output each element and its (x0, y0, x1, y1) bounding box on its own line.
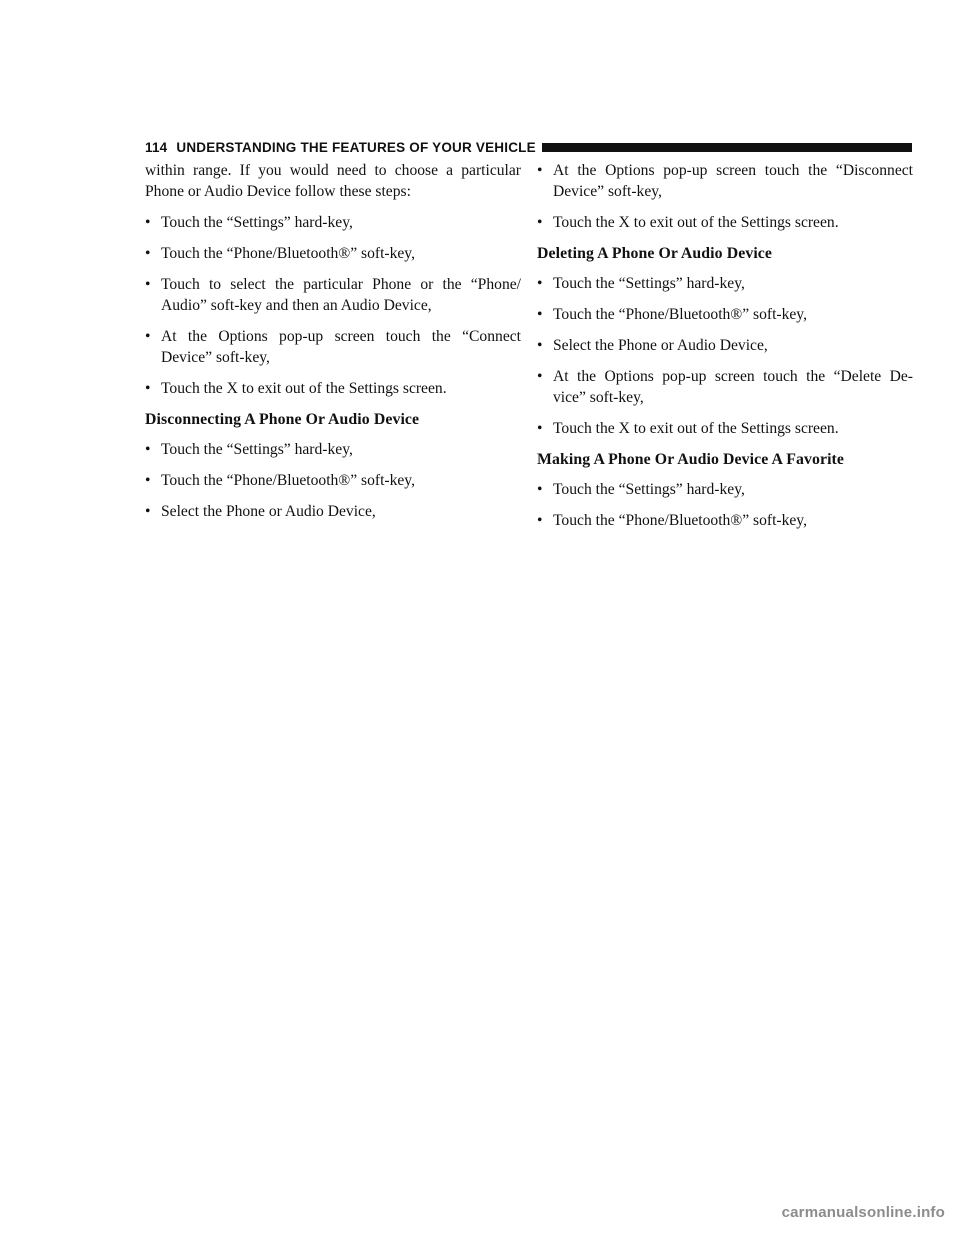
bullet-icon: • (537, 337, 543, 354)
step-text: Touch the “Phone/Bluetooth®” soft-key, (161, 472, 415, 489)
step-text: Touch the X to exit out of the Settings screen. (553, 214, 839, 231)
step-text: Select the Phone or Audio Device, (553, 337, 768, 354)
list-item (145, 470, 521, 491)
step-text: Touch the “Settings” hard-key, (553, 481, 745, 498)
bullet-icon: • (537, 420, 543, 437)
list-item (145, 378, 521, 399)
disconnect-steps (145, 439, 521, 522)
step-text: At the Options pop-up screen touch the “Disconnect Device” soft-key, (553, 162, 913, 200)
section-title: UNDERSTANDING THE FEATURES OF YOUR VEHICLE (176, 139, 536, 155)
step-text: Touch the X to exit out of the Settings screen. (161, 380, 447, 397)
delete-steps (537, 273, 913, 439)
list-item (537, 366, 913, 408)
step-text: Touch the “Settings” hard-key, (161, 441, 353, 458)
bullet-icon: • (537, 214, 543, 231)
list-item (537, 479, 913, 500)
bullet-icon: • (145, 328, 151, 345)
bullet-icon: • (537, 306, 543, 323)
bullet-icon: • (537, 162, 543, 179)
favorite-steps (537, 479, 913, 531)
list-item (145, 243, 521, 264)
step-text: Touch the “Phone/Bluetooth®” soft-key, (553, 512, 807, 529)
page-number: 114 (145, 139, 168, 155)
list-item (145, 501, 521, 522)
step-text: Touch the “Settings” hard-key, (553, 275, 745, 292)
step-text: At the Options pop-up screen touch the “Connect Device” soft-key, (161, 328, 521, 366)
heading-favorite: Making A Phone Or Audio Device A Favorite (537, 451, 845, 468)
bullet-icon: • (145, 503, 151, 520)
step-text: Touch the “Phone/Bluetooth®” soft-key, (161, 245, 415, 262)
right-column (537, 160, 913, 541)
list-item (537, 335, 913, 356)
bullet-icon: • (537, 512, 543, 529)
bullet-icon: • (537, 275, 543, 292)
list-item (537, 304, 913, 325)
page-header (145, 136, 912, 158)
list-item (537, 418, 913, 439)
bullet-icon: • (145, 214, 151, 231)
bullet-icon: • (145, 276, 151, 293)
bullet-icon: • (537, 368, 543, 385)
heading-disconnect: Disconnecting A Phone Or Audio Device (145, 411, 420, 428)
list-item (145, 439, 521, 460)
list-item (145, 274, 521, 316)
step-text: At the Options pop-up screen touch the “Delete De- vice” soft-key, (553, 368, 913, 406)
list-item (537, 510, 913, 531)
header-rule (542, 143, 912, 152)
bullet-icon: • (145, 380, 151, 397)
intro-paragraph: within range. If you would need to choose a particular Phone or Audio Device follow these steps: (145, 162, 521, 200)
list-item (145, 326, 521, 368)
bullet-icon: • (145, 472, 151, 489)
left-column (145, 160, 521, 532)
bullet-icon: • (537, 481, 543, 498)
list-item (537, 212, 913, 233)
step-text: Select the Phone or Audio Device, (161, 503, 376, 520)
disconnect-steps-continued (537, 160, 913, 233)
list-item (145, 212, 521, 233)
select-device-steps (145, 212, 521, 399)
list-item (537, 160, 913, 202)
bullet-icon: • (145, 245, 151, 262)
heading-delete: Deleting A Phone Or Audio Device (537, 245, 773, 262)
bullet-icon: • (145, 441, 151, 458)
step-text: Touch the X to exit out of the Settings screen. (553, 420, 839, 437)
list-item (537, 273, 913, 294)
step-text: Touch to select the particular Phone or the “Phone/ Audio” soft-key and then an Audio Device, (161, 276, 521, 314)
step-text: Touch the “Phone/Bluetooth®” soft-key, (553, 306, 807, 323)
step-text: Touch the “Settings” hard-key, (161, 214, 353, 231)
watermark-link[interactable]: carmanualsonline.info (781, 1204, 945, 1221)
